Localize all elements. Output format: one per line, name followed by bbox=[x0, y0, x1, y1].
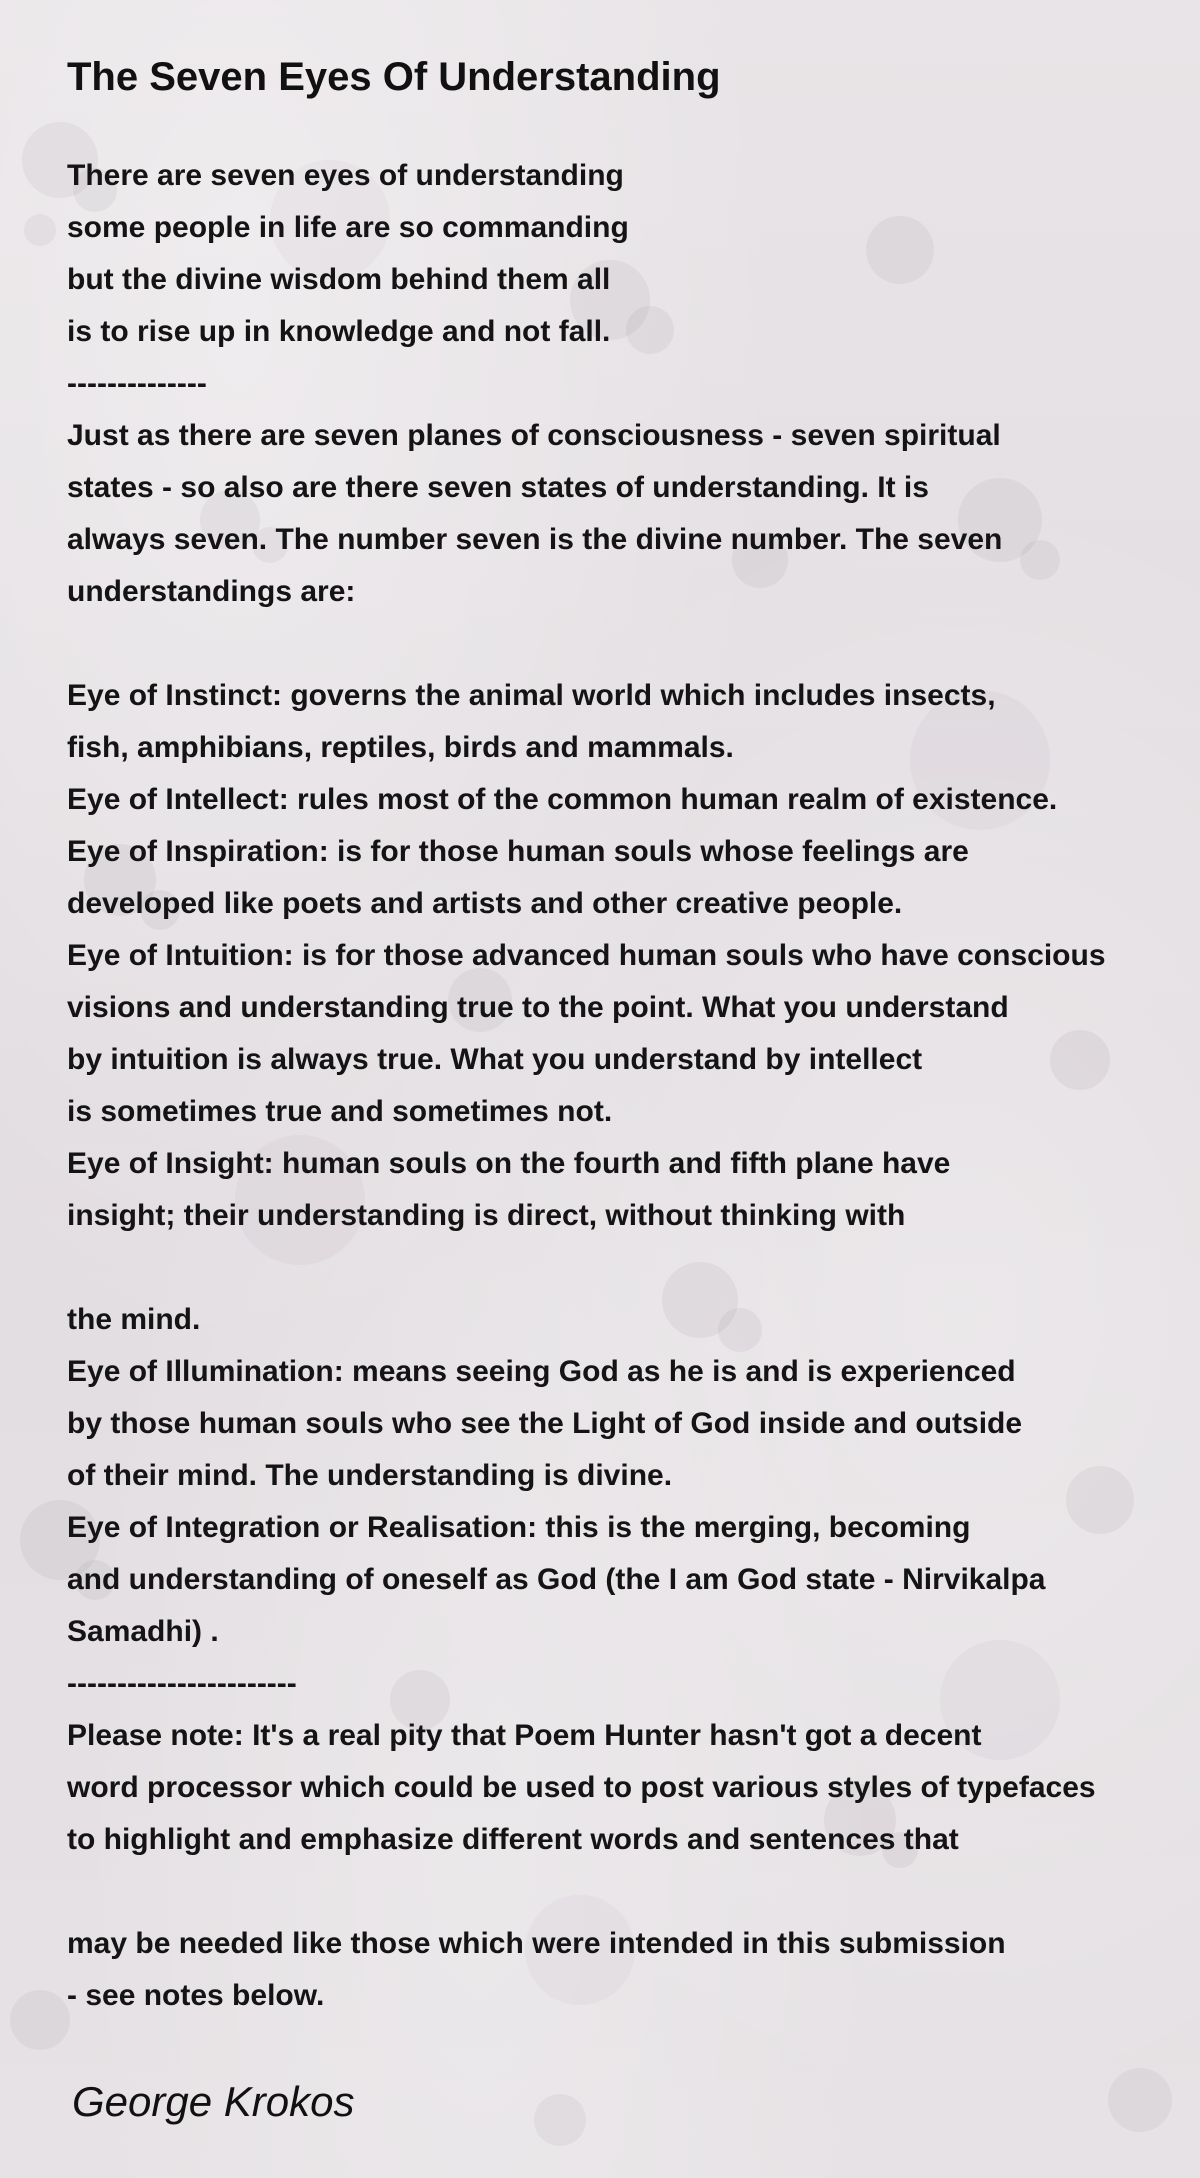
poem-line: Please note: It's a real pity that Poem Hunter hasn't got a decent bbox=[67, 1719, 982, 1752]
poem-title: The Seven Eyes Of Understanding bbox=[67, 55, 721, 99]
poem-line: is to rise up in knowledge and not fall. bbox=[67, 315, 611, 348]
poem-line: There are seven eyes of understanding bbox=[67, 159, 624, 192]
poem-line: Eye of Intuition: is for those advanced human souls who have conscious bbox=[67, 939, 1106, 972]
blank-line bbox=[67, 618, 1192, 670]
poem-line: ----------------------- bbox=[67, 1667, 297, 1700]
blank-line bbox=[67, 1242, 1192, 1294]
author-name: George Krokos bbox=[72, 2078, 355, 2125]
poem-line: to highlight and emphasize different words and sentences that bbox=[67, 1823, 959, 1856]
poem-line: and understanding of oneself as God (the I am God state - Nirvikalpa bbox=[67, 1563, 1046, 1596]
poem-line: Eye of Insight: human souls on the fourth and fifth plane have bbox=[67, 1147, 951, 1180]
poem-line: word processor which could be used to post various styles of typefaces bbox=[67, 1771, 1096, 1804]
poem-line: is sometimes true and sometimes not. bbox=[67, 1095, 613, 1128]
poem-line: Eye of Illumination: means seeing God as he is and is experienced bbox=[67, 1355, 1016, 1388]
poem-line: Samadhi) . bbox=[67, 1615, 219, 1648]
poem-line: - see notes below. bbox=[67, 1979, 325, 2012]
poem-line: developed like poets and artists and other creative people. bbox=[67, 887, 903, 920]
poem-line: always seven. The number seven is the divine number. The seven bbox=[67, 523, 1003, 556]
poem-body bbox=[67, 150, 1192, 2022]
poem-line: Eye of Integration or Realisation: this is the merging, becoming bbox=[67, 1511, 971, 1544]
poem-line: some people in life are so commanding bbox=[67, 211, 629, 244]
poem-line: may be needed like those which were intended in this submission bbox=[67, 1927, 1006, 1960]
poem-line: the mind. bbox=[67, 1303, 201, 1336]
poem-line: Eye of Inspiration: is for those human souls whose feelings are bbox=[67, 835, 969, 868]
poem-line: by those human souls who see the Light of God inside and outside bbox=[67, 1407, 1023, 1440]
poem-line: by intuition is always true. What you understand by intellect bbox=[67, 1043, 923, 1076]
poem-line: Eye of Instinct: governs the animal world which includes insects, bbox=[67, 679, 996, 712]
poem-line: fish, amphibians, reptiles, birds and mammals. bbox=[67, 731, 734, 764]
poem-line: of their mind. The understanding is divine. bbox=[67, 1459, 673, 1492]
poem-line: Just as there are seven planes of consciousness - seven spiritual bbox=[67, 419, 1001, 452]
poem-line: insight; their understanding is direct, without thinking with bbox=[67, 1199, 906, 1232]
poem-line: visions and understanding true to the point. What you understand bbox=[67, 991, 1009, 1024]
poem-line: states - so also are there seven states of understanding. It is bbox=[67, 471, 929, 504]
poem-line: Eye of Intellect: rules most of the common human realm of existence. bbox=[67, 783, 1058, 816]
poem-line: understandings are: bbox=[67, 575, 356, 608]
poem-line: but the divine wisdom behind them all bbox=[67, 263, 611, 296]
poem-line: -------------- bbox=[67, 367, 207, 400]
blank-line bbox=[67, 1866, 1192, 1918]
